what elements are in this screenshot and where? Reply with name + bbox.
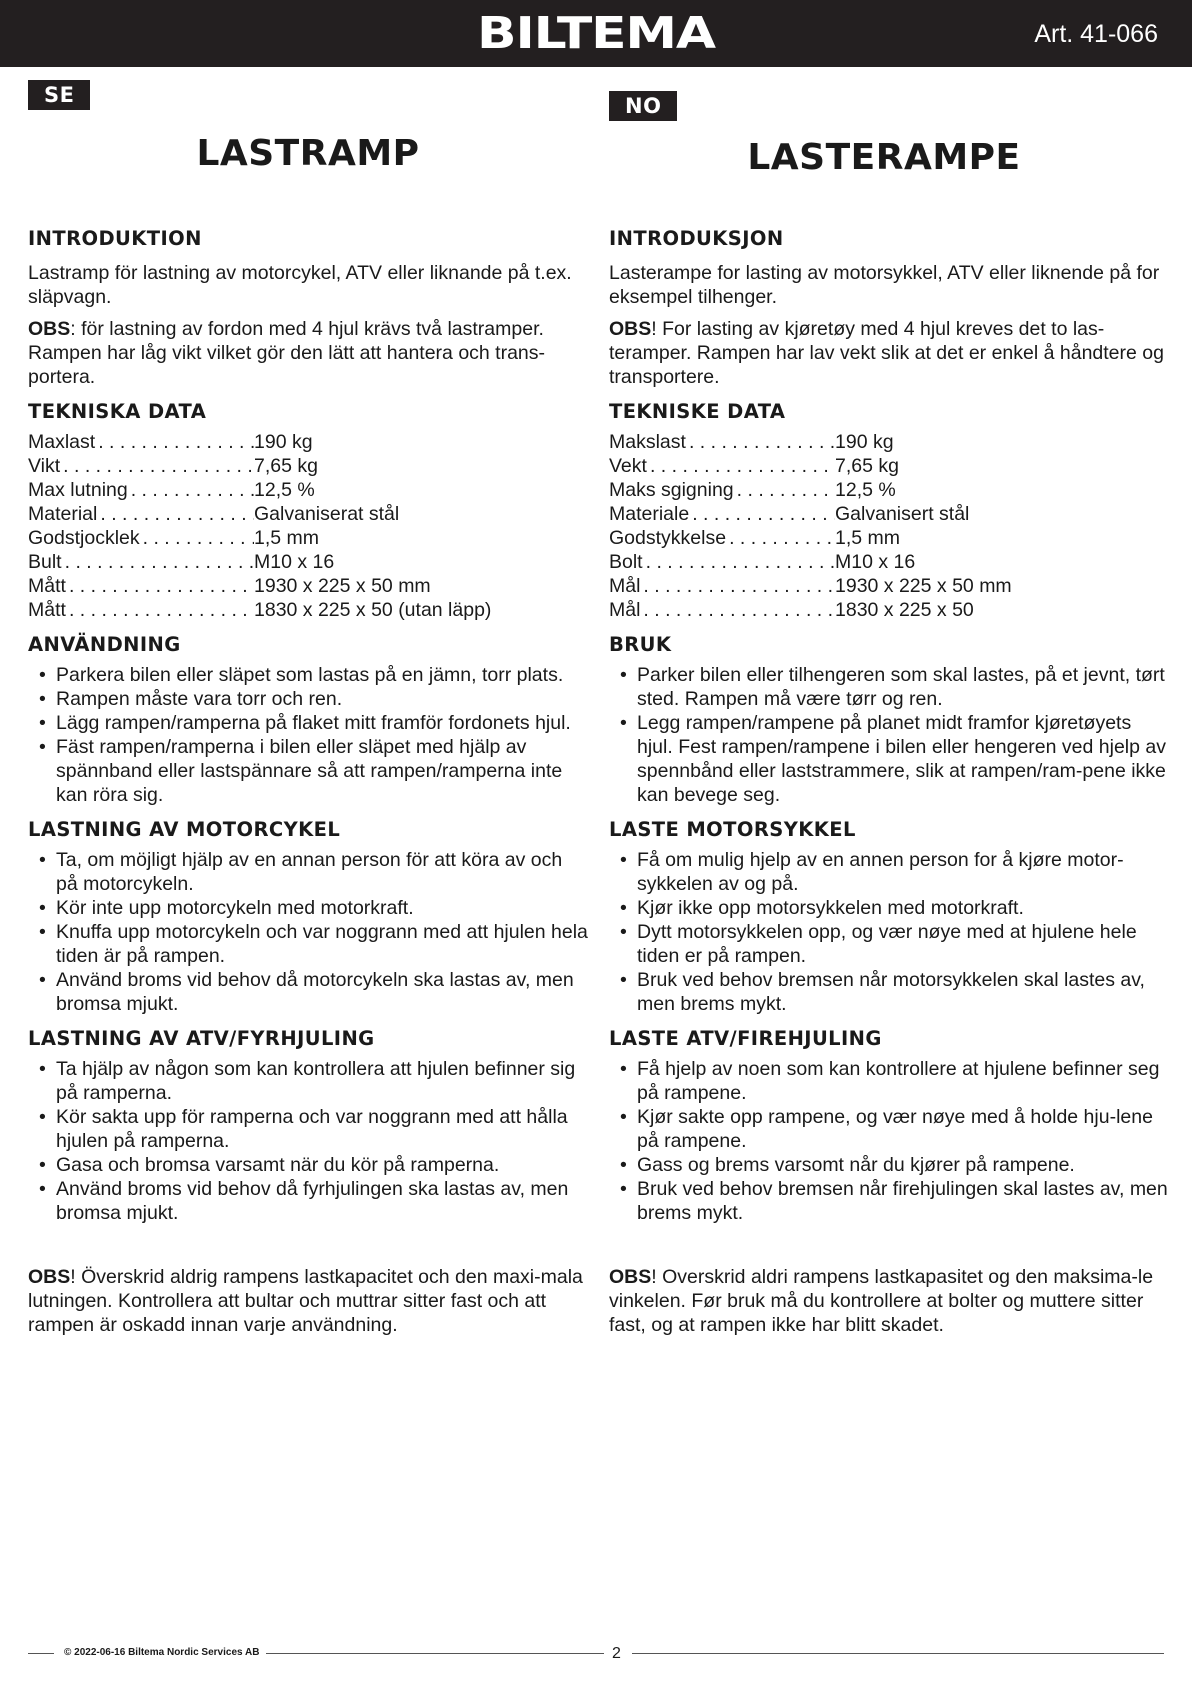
spec-label: Makslast	[609, 431, 689, 453]
obs-text: ! For lasting av kjøretøy med 4 hjul kreves det to las-teramper. Rampen har lav vekt slik at det er enkel å håndtere og transportere.	[609, 318, 1164, 388]
atv-list	[28, 1057, 588, 1225]
use-list	[28, 663, 588, 807]
spec-value: 12,5 %	[835, 479, 896, 501]
list-item: • Ta, om möjligt hjälp av en annan person för att köra av och på motorcykeln.	[28, 848, 588, 896]
use-heading: ANVÄNDNING	[28, 633, 181, 656]
spec-row	[609, 526, 1169, 550]
spec-row	[28, 478, 588, 502]
list-item: • Lägg rampen/ramperna på flaket mitt framför fordonets hjul.	[28, 711, 588, 735]
list-item: • Parkera bilen eller släpet som lastas på en jämn, torr plats.	[28, 663, 588, 687]
list-item: • Gass og brems varsomt når du kjører på rampene.	[609, 1153, 1169, 1177]
list-item: • Dytt motorsykkelen opp, og vær nøye med at hjulene hele tiden er på rampen.	[609, 920, 1169, 968]
tech-heading: TEKNISKE DATA	[609, 400, 786, 423]
spec-value: 12,5 %	[254, 479, 315, 501]
header-bar	[0, 0, 1192, 67]
spec-value: 1930 x 225 x 50 mm	[254, 575, 431, 597]
obs-paragraph	[28, 317, 588, 389]
spec-label: Maks sgigning	[609, 479, 737, 501]
spec-row	[609, 478, 1169, 502]
use-list	[609, 663, 1169, 807]
spec-label: Mått	[28, 599, 69, 621]
list-item: • Kjør sakte opp rampene, og vær nøye med å holde hju-lene på rampene.	[609, 1105, 1169, 1153]
spec-label: Mått	[28, 575, 69, 597]
spec-table	[609, 430, 1169, 622]
language-badge-se: SE	[28, 80, 90, 110]
footer-rule	[28, 1653, 54, 1654]
spec-label: Material	[28, 503, 100, 525]
spec-row	[28, 526, 588, 550]
spec-row	[28, 550, 588, 574]
content-se	[28, 227, 588, 1337]
spec-value: 7,65 kg	[254, 455, 318, 477]
intro-heading: INTRODUKTION	[28, 227, 202, 250]
list-item: • Använd broms vid behov då motorcykeln ska lastas av, men bromsa mjukt.	[28, 968, 588, 1016]
spec-value: Galvanisert stål	[835, 503, 970, 525]
brand-logo: BILTEMA	[477, 8, 715, 59]
list-item: • Få om mulig hjelp av en annen person for å kjøre motor-sykkelen av og på.	[609, 848, 1169, 896]
intro-heading: INTRODUKSJON	[609, 227, 784, 250]
spec-row	[609, 502, 1169, 526]
intro-text: Lasterampe for lasting av motorsykkel, ATV eller liknende på for eksempel tilhenger.	[609, 262, 1160, 308]
list-item: • Bruk ved behov bremsen når motorsykkelen skal lastes av, men brems mykt.	[609, 968, 1169, 1016]
spec-label: Godstjocklek	[28, 527, 143, 549]
content-no	[609, 227, 1169, 1337]
obs-label: OBS	[609, 318, 652, 340]
spec-value: Galvaniserat stål	[254, 503, 400, 525]
spec-row	[609, 598, 1169, 622]
moto-list	[609, 848, 1169, 1016]
spec-row	[28, 454, 588, 478]
page-footer	[28, 1644, 1164, 1664]
obs-label: OBS	[28, 318, 71, 340]
title-se: LASTRAMP	[196, 133, 420, 174]
footer-rule	[632, 1653, 1164, 1654]
spec-value: M10 x 16	[835, 551, 916, 573]
atv-heading: LASTE ATV/FIREHJULING	[609, 1027, 882, 1050]
moto-heading: LASTE MOTORSYKKEL	[609, 818, 856, 841]
spec-value: 1830 x 225 x 50 (utan läpp)	[254, 599, 492, 621]
spec-label: Godstykkelse	[609, 527, 729, 549]
spec-label: Vikt	[28, 455, 63, 477]
obs-text: ! Överskrid aldrig rampens lastkapacitet och den maxi-mala lutningen. Kontrollera att bultar och muttrar sitter fast och att rampen är oskadd innan varje användning.	[28, 1266, 583, 1336]
list-item: • Knuffa upp motorcykeln och var noggrann med att hjulen hela tiden är på rampen.	[28, 920, 588, 968]
obs-label: OBS	[28, 1266, 71, 1288]
list-item: • Kjør ikke opp motorsykkelen med motorkraft.	[609, 896, 1169, 920]
copyright-text: © 2022-06-16 Biltema Nordic Services AB	[64, 1647, 260, 1658]
list-item: • Fäst rampen/ramperna i bilen eller släpet med hjälp av spännband eller lastspännare så att rampen/ramperna inte kan röra sig.	[28, 735, 588, 807]
obs-paragraph	[609, 317, 1169, 389]
spec-value: 1830 x 225 x 50	[835, 599, 974, 621]
list-item: • Kör sakta upp för ramperna och var noggrann med att hålla hjulen på ramperna.	[28, 1105, 588, 1153]
spec-label: Mål	[609, 599, 643, 621]
obs-warning-paragraph	[28, 1265, 588, 1337]
spec-row	[28, 574, 588, 598]
use-heading: BRUK	[609, 633, 672, 656]
atv-list	[609, 1057, 1169, 1225]
spec-value: 1,5 mm	[254, 527, 320, 549]
spec-row	[609, 574, 1169, 598]
title-no: LASTERAMPE	[747, 137, 1021, 178]
tech-heading: TEKNISKA DATA	[28, 400, 207, 423]
spec-row	[28, 430, 588, 454]
spec-table	[28, 430, 588, 622]
spec-row	[609, 430, 1169, 454]
moto-heading: LASTNING AV MOTORCYKEL	[28, 818, 341, 841]
list-item: • Parker bilen eller tilhengeren som skal lastes, på et jevnt, tørt sted. Rampen må være tørr og ren.	[609, 663, 1169, 711]
spec-label: Bolt	[609, 551, 646, 573]
page-number: 2	[612, 1645, 621, 1662]
list-item: • Få hjelp av noen som kan kontrollere at hjulene befinner seg på rampene.	[609, 1057, 1169, 1105]
language-badge-no: NO	[609, 91, 677, 121]
spec-value: 1930 x 225 x 50 mm	[835, 575, 1012, 597]
spec-label: Max lutning	[28, 479, 131, 501]
spec-value: 190 kg	[835, 431, 894, 453]
atv-heading: LASTNING AV ATV/FYRHJULING	[28, 1027, 375, 1050]
list-item: • Kör inte upp motorcykeln med motorkraft.	[28, 896, 588, 920]
footer-rule	[266, 1653, 604, 1654]
spec-value: 7,65 kg	[835, 455, 899, 477]
list-item: • Bruk ved behov bremsen når firehjulingen skal lastes av, men brems mykt.	[609, 1177, 1169, 1225]
intro-text: Lastramp för lastning av motorcykel, ATV eller liknande på t.ex. släpvagn.	[28, 262, 572, 308]
spec-value: 190 kg	[254, 431, 313, 453]
article-number: Art. 41-066	[1034, 20, 1158, 48]
spec-row	[28, 598, 588, 622]
spec-label: Materiale	[609, 503, 692, 525]
list-item: • Legg rampen/rampene på planet midt framfor kjøretøyets hjul. Fest rampen/rampene i bilen eller hengeren ved hjelp av spennbånd eller laststrammere, slik at rampen/ram-pene ikke kan bevege seg.	[609, 711, 1169, 807]
obs-text: ! Overskrid aldri rampens lastkapasitet og den maksima-le vinkelen. Før bruk må du kontrollere at bolter og muttere sitter fast, og at rampen ikke har blitt skadet.	[609, 1266, 1154, 1336]
list-item: • Använd broms vid behov då fyrhjulingen ska lastas av, men bromsa mjukt.	[28, 1177, 588, 1225]
list-item: • Gasa och bromsa varsamt när du kör på ramperna.	[28, 1153, 588, 1177]
obs-label: OBS	[609, 1266, 652, 1288]
spec-label: Vekt	[609, 455, 650, 477]
obs-warning-paragraph	[609, 1265, 1169, 1337]
spec-label: Mål	[609, 575, 643, 597]
spec-value: M10 x 16	[254, 551, 335, 573]
obs-text: : för lastning av fordon med 4 hjul krävs två lastramper. Rampen har låg vikt vilket gör den lätt att hantera och trans-portera.	[28, 318, 546, 388]
spec-label: Bult	[28, 551, 65, 573]
spec-row	[609, 550, 1169, 574]
spec-value: 1,5 mm	[835, 527, 901, 549]
spec-label: Maxlast	[28, 431, 98, 453]
moto-list	[28, 848, 588, 1016]
spec-row	[609, 454, 1169, 478]
list-item: • Rampen måste vara torr och ren.	[28, 687, 588, 711]
list-item: • Ta hjälp av någon som kan kontrollera att hjulen befinner sig på ramperna.	[28, 1057, 588, 1105]
spec-row	[28, 502, 588, 526]
